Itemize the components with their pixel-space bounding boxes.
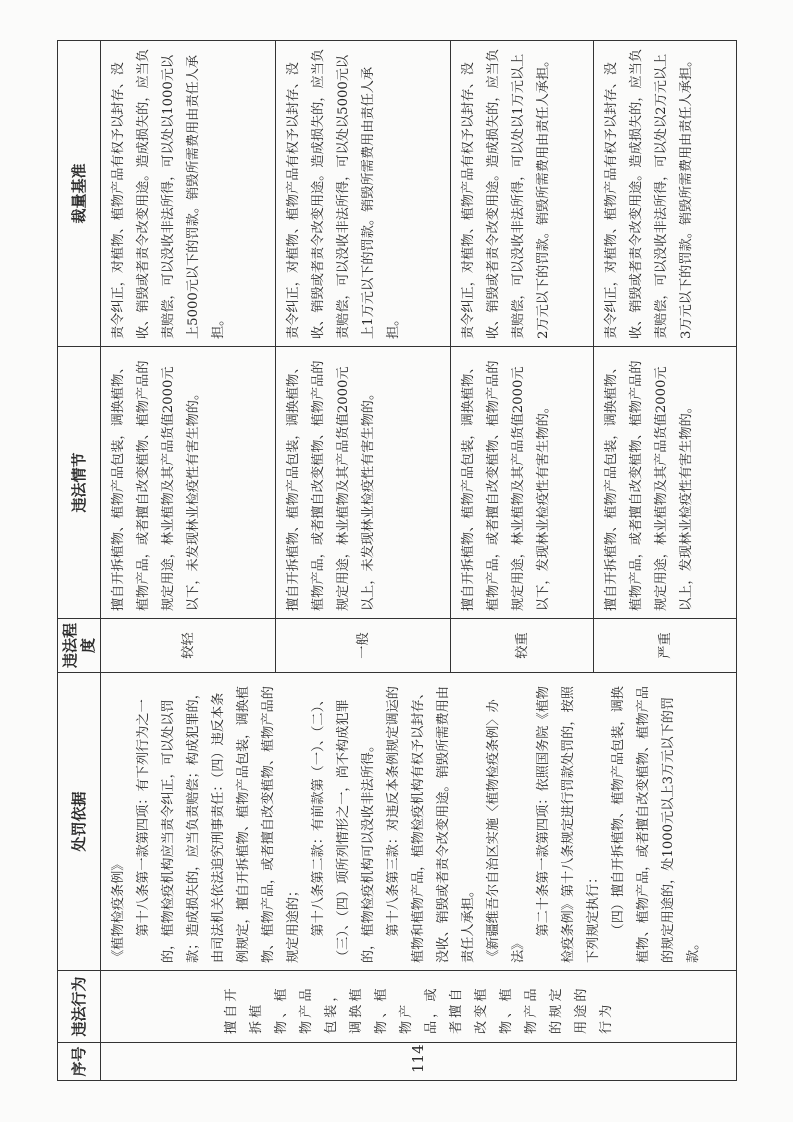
facts-cell: 擅自开拆植物、植物产品包装，调换植物、植物产品，或者擅自改变植物、植物产品的规定用途，林业植物及其产品货值2000元以下，发现林业检疫性有害生物的。 (450, 347, 593, 619)
basis-line: 第十八条第一款第四项：有下列行为之一的，植物检疫机构应当责令纠正，可以处以罚款；造成损失的，应当负责赔偿；构成犯罪的，由司法机关依法追究刑事责任：（四）违反本条例规定，擅自开拆植物、植物产品包装，调换植物、植物产品，或者擅自改变植物、植物产品的规定用途的； (135, 686, 301, 963)
basis-line: 第十八条第三款：对违反本条例规定调运的植物和植物产品，植物检疫机构有权予以封存、没收、销毁或者责令改变用途。销毁所需费用由责任人承担。 (385, 686, 476, 963)
basis-line: 第二十条第一款第四项：依照国务院《植物检疫条例》第十八条规定进行罚款处罚的，按照下列规定执行： (535, 686, 601, 963)
header-facts: 违法情节 (57, 347, 100, 619)
facts-cell: 擅自开拆植物、植物产品包装，调换植物、植物产品，或者擅自改变植物、植物产品的规定用途，林业植物及其产品货值2000元以上，发现林业检疫性有害生物的。 (593, 347, 736, 619)
header-basis: 处罚依据 (57, 673, 100, 971)
penalty-table (57, 40, 737, 1081)
degree-cell: 较轻 (100, 619, 275, 673)
standard-cell: 责令纠正，对植物、植物产品有权予以封存、没收、销毁或者责令改变用途。造成损失的，应当负责赔偿，可以没收非法所得，可以处以5000元以上1万元以下的罚款。销毁所需费用由责任人承担。 (275, 41, 450, 347)
rotated-page (57, 41, 737, 1081)
header-degree: 违法程度 (57, 619, 100, 673)
header-act: 违法行为 (57, 971, 100, 1043)
facts-cell: 擅自开拆植物、植物产品包装，调换植物、植物产品，或者擅自改变植物、植物产品的规定用途，林业植物及其产品货值2000元以下，未发现林业检疫性有害生物的。 (100, 347, 275, 619)
basis-line: （四）擅自开拆植物、植物产品包装，调换植物、植物产品，或者擅自改变植物、植物产品的规定用途的，处1000元以上3万元以下的罚款。 (610, 686, 701, 963)
standard-cell: 责令纠正，对植物、植物产品有权予以封存、没收、销毁或者责令改变用途。造成损失的，应当负责赔偿，可以没收非法所得，可以处以1万元以上2万元以下的罚款。销毁所需费用由责任人承担。 (450, 41, 593, 347)
violation-act: 擅自开拆植物、植物产品包装，调换植物、植物产品，或者擅自改变植物、植物产品的规定用途的行为 (100, 971, 736, 1043)
basis-line: 第十八条第二款：有前款第（一）、（二）、（三）、（四）项所列情形之一，尚不构成犯罪的，植物检疫机构可以没收非法所得。 (310, 692, 376, 963)
standard-cell: 责令纠正，对植物、植物产品有权予以封存、没收、销毁或者责令改变用途。造成损失的，应当负责赔偿，可以没收非法所得，可以处以2万元以上3万元以下的罚款。销毁所需费用由责任人承担。 (593, 41, 736, 347)
table-header-row (57, 41, 100, 1081)
facts-cell: 擅自开拆植物、植物产品包装，调换植物、植物产品，或者擅自改变植物、植物产品的规定用途，林业植物及其产品货值2000元以上，未发现林业检疫性有害生物的。 (275, 347, 450, 619)
table-row (100, 41, 275, 1081)
basis-line: 《新疆维吾尔自治区实施〈植物检疫条例〉办法》 (485, 699, 526, 963)
header-standard: 裁量基准 (57, 41, 100, 347)
degree-cell: 严重 (593, 619, 736, 673)
degree-cell: 较重 (450, 619, 593, 673)
standard-cell: 责令纠正，对植物、植物产品有权予以封存、没收、销毁或者责令改变用途。造成损失的，应当负责赔偿，可以没收非法所得，可以处以1000元以上5000元以下的罚款。销毁所需费用由责任人承担。 (100, 41, 275, 347)
penalty-basis (100, 673, 736, 971)
basis-line: 《植物检疫条例》 (110, 857, 126, 963)
header-seq: 序号 (57, 1043, 100, 1081)
seq-number: 114 (100, 1043, 736, 1081)
degree-cell: 一般 (275, 619, 450, 673)
